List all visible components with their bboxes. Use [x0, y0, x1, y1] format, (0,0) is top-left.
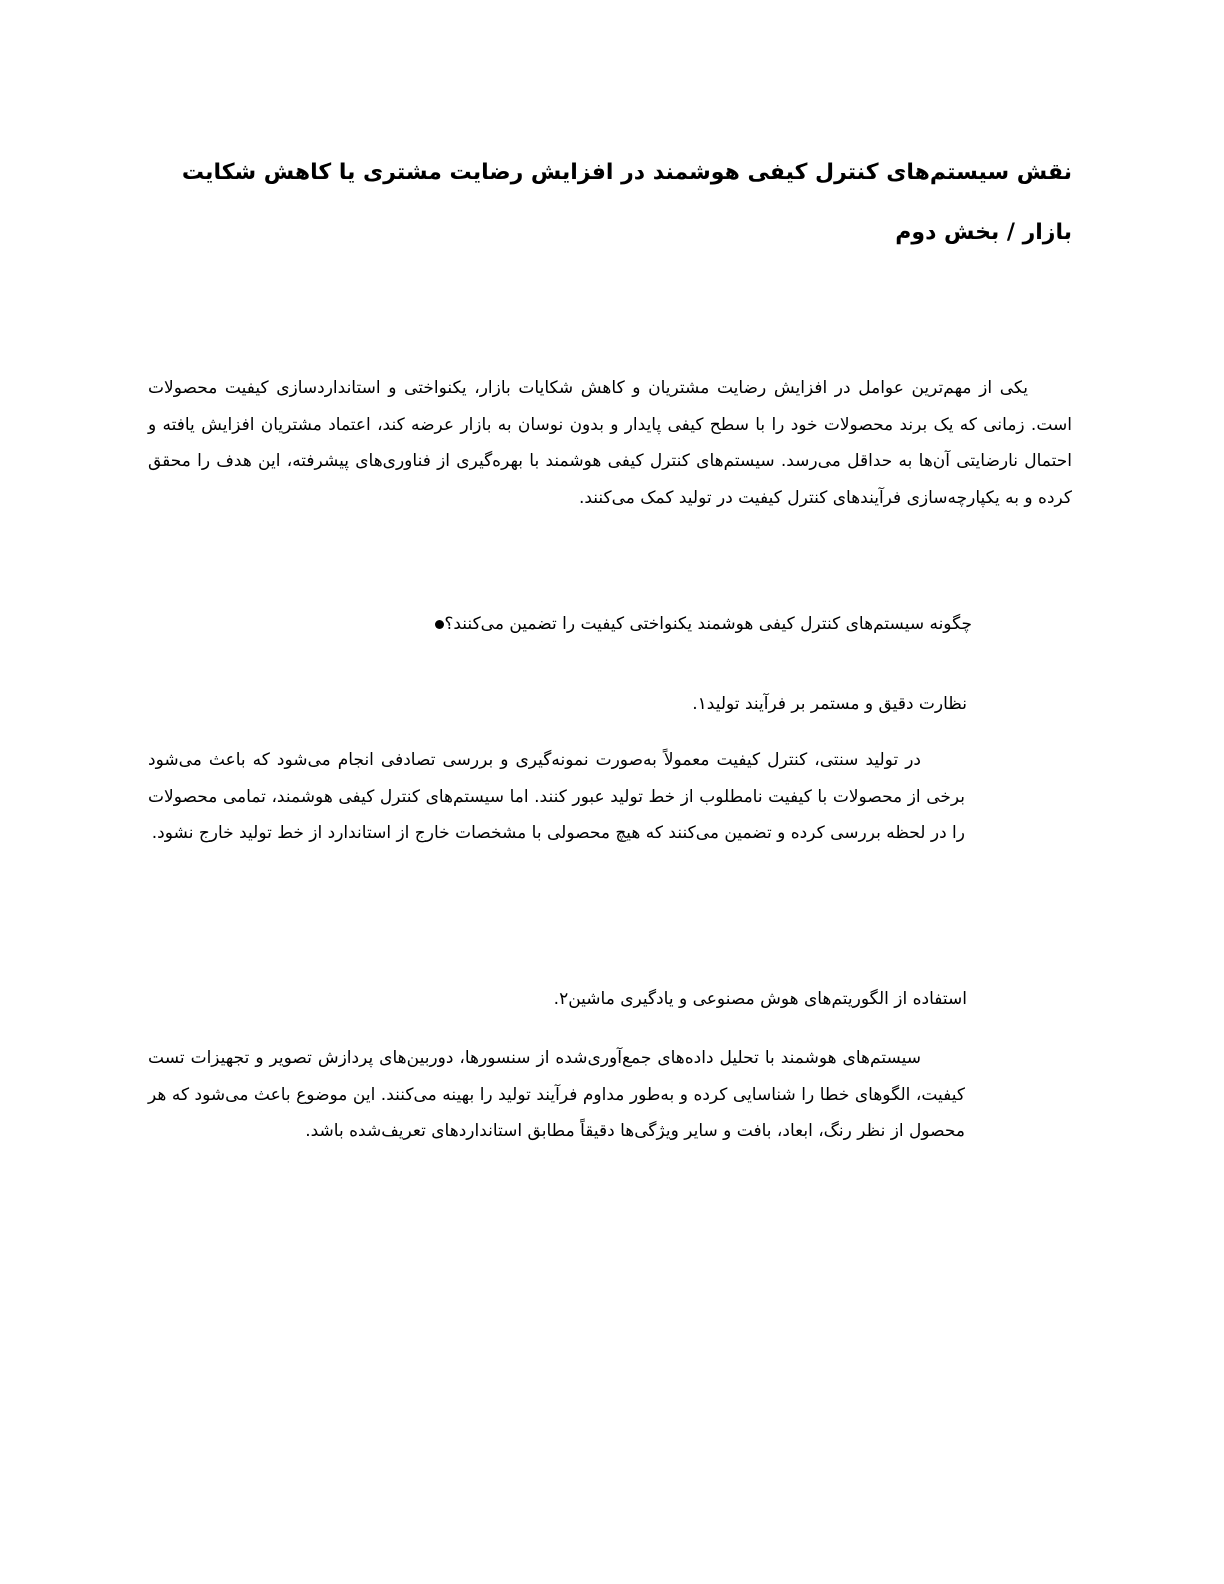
numbered-heading-2: [540, 981, 967, 1017]
section-heading: نظارت دقیق و مستمر بر فرآیند تولید: [706, 694, 967, 714]
bullet-dot-icon: [435, 620, 444, 629]
section-body: سیستم‌های هوشمند با تحلیل داده‌های جمع‌آوری‌شده از سنسورها، دوربین‌های پردازش تصویر و تجهیزات تست کیفیت، الگوهای خطا را شناسایی کرده و به‌طور مداوم فرآیند تولید را بهینه می‌کنند. این موضوع باعث می‌شود که هر محصول از نظر رنگ، ابعاد، بافت و سایر ویژگی‌ها دقیقاً مطابق استانداردهای تعریف‌شده باشد.: [148, 1048, 965, 1141]
intro-text: یکی از مهم‌ترین عوامل در افزایش رضایت مشتریان و کاهش شکایات بازار، یکنواختی و استانداردسازی کیفیت محصولات است. زمانی که یک برند محصولات خود را با سطح کیفی پایدار و بدون نوسان به بازار عرضه کند، اعتماد مشتریان افزایش یافته و احتمال نارضایتی آن‌ها به حداقل می‌رسد. سیستم‌های کنترل کیفی هوشمند با بهره‌گیری از فناوری‌های پیشرفته، این هدف را محقق کرده و به یکپارچه‌سازی فرآیندهای کنترل کیفیت در تولید کمک می‌کنند.: [148, 378, 1072, 508]
numbered-heading-1: [678, 686, 967, 722]
section-heading: استفاده از الگوریتم‌های هوش مصنوعی و یادگیری ماشین: [568, 989, 967, 1009]
intro-paragraph: [148, 370, 1072, 516]
bullet-list-item: [417, 606, 972, 642]
section-1-paragraph: [148, 742, 965, 852]
section-body: در تولید سنتی، کنترل کیفیت معمولاً به‌صورت نمونه‌گیری و بررسی تصادفی انجام می‌شود که باعث می‌شود برخی از محصولات با کیفیت نامطلوب از خط تولید عبور کنند. اما سیستم‌های کنترل کیفی هوشمند، تمامی محصولات را در لحظه بررسی کرده و تضمین می‌کنند که هیچ محصولی با مشخصات خارج از استاندارد از خط تولید خارج نشود.: [148, 750, 965, 843]
section-2-paragraph: [148, 1040, 965, 1150]
list-number: ۲.: [553, 989, 569, 1009]
document-title: نقش سیستم‌های کنترل کیفی هوشمند در افزایش رضایت مشتری یا کاهش شکایت بازار / بخش دوم: [181, 160, 1072, 245]
list-number: ۱.: [692, 694, 707, 714]
bullet-question: چگونه سیستم‌های کنترل کیفی هوشمند یکنواختی کیفیت را تضمین می‌کنند؟: [444, 614, 972, 634]
